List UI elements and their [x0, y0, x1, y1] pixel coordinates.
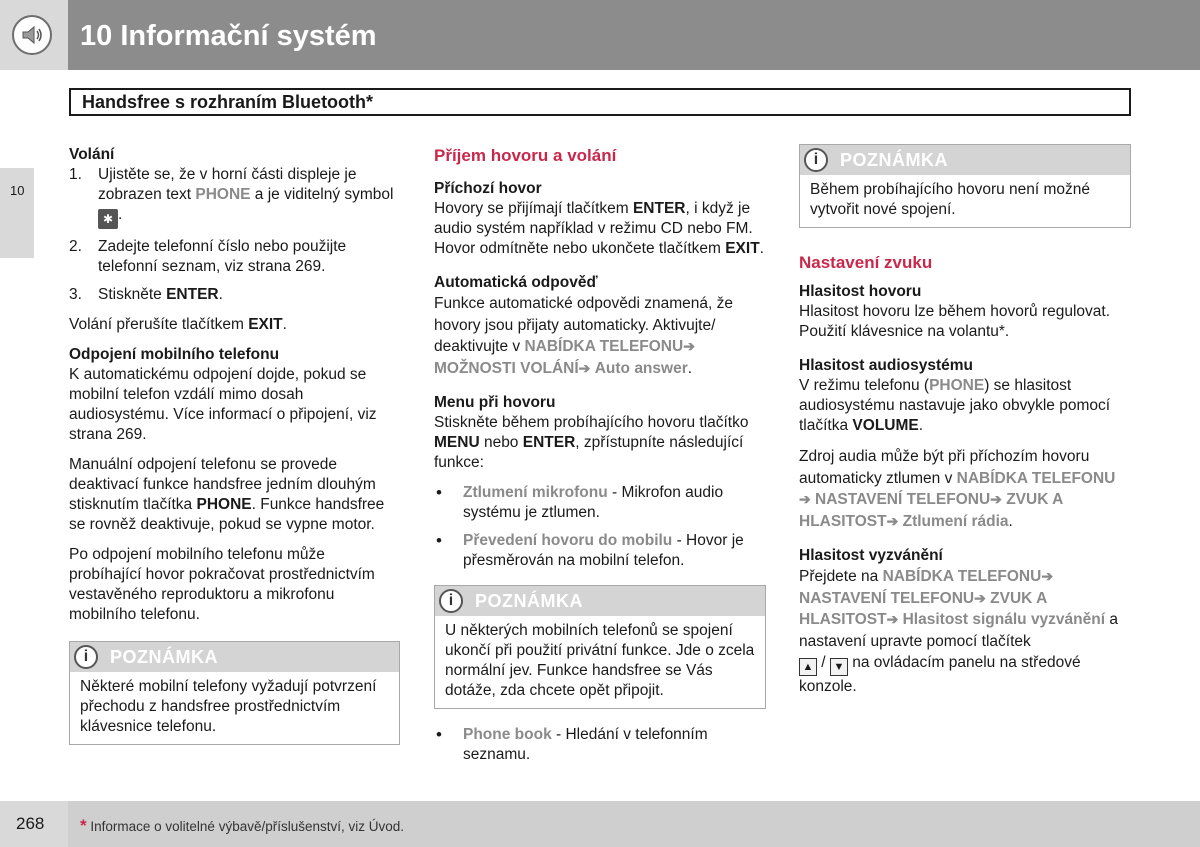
step-item: 3. Stiskněte ENTER. — [69, 286, 223, 303]
paragraph: Zdroj audia může být při příchozím hovoru automaticky ztlumen v NABÍDKA TELEFONU ➔ NASTAVENÍ TELEFONU➔ ZVUK A HLASITOST➔ Ztlumení rádia. — [799, 448, 1116, 530]
heading-incoming: Příchozí hovor — [434, 180, 542, 197]
list-item: • Phone book - Hledání v telefonním seznamu. — [434, 725, 766, 765]
paragraph: Manuální odpojení telefonu se provede deaktivací funkce handsfree jedním dlouhým stisknutím tlačítka PHONE. Funkce handsfree se rovněž deaktivuje, pokud se vypne motor. — [69, 456, 385, 533]
step-item: 1. Ujistěte se, že v horní části displeje je zobrazen text PHONE a je viditelný symbol ✱ . — [69, 165, 400, 229]
end-call-text: Volání přerušíte tlačítkem EXIT. — [69, 316, 287, 333]
chapter-title: 10 Informační systém — [80, 20, 377, 52]
paragraph: Stiskněte během probíhajícího hovoru tlačítko MENU nebo ENTER, zpřístupníte následující funkce: — [434, 414, 749, 471]
note-box — [799, 144, 1131, 228]
arrow-icon: ➔ — [886, 611, 899, 627]
arrow-icon: ➔ — [1041, 568, 1054, 584]
arrow-icon: ➔ — [799, 491, 811, 507]
info-icon: i — [439, 589, 463, 613]
paragraph: V režimu telefonu (PHONE) se hlasitost audiosystému nastavuje jako obvykle pomocí tlačítka VOLUME. — [799, 377, 1111, 434]
up-button-icon: ▲ — [799, 658, 817, 676]
footer-note: * Informace o volitelné výbavě/příslušenství, viz Úvod. — [80, 816, 405, 835]
heading-auto-answer: Automatická odpověď — [434, 274, 598, 291]
note-title: POZNÁMKA — [840, 150, 948, 170]
note-body: Během probíhajícího hovoru není možné vytvořit nové spojení. — [810, 181, 1091, 218]
heading-ring-volume: Hlasitost vyzvánění — [799, 547, 943, 564]
section-title: Handsfree s rozhraním Bluetooth* — [69, 88, 1131, 116]
down-button-icon: ▼ — [830, 658, 848, 676]
paragraph: Hovory se přijímají tlačítkem ENTER, i když je audio systém například v režimu CD nebo FM. Hovor odmítněte nebo ukončete tlačítkem EXIT. — [434, 200, 764, 257]
heading-audio-volume: Hlasitost audiosystému — [799, 357, 973, 374]
chapter-side-tab — [0, 168, 34, 258]
note-body: Některé mobilní telefony vyžadují potvrzení přechodu z handsfree prostřednictvím klávesnice telefonu. — [80, 678, 377, 735]
footer-left-block — [0, 801, 68, 847]
arrow-icon: ➔ — [974, 589, 986, 606]
step-item: 2. Zadejte telefonní číslo nebo použijte telefonní seznam, viz strana 269. — [69, 238, 347, 275]
list-item: • Převedení hovoru do mobilu - Hovor je přesměrován na mobilní telefon. — [434, 531, 766, 571]
info-icon: i — [804, 148, 828, 172]
column-1 — [69, 145, 400, 745]
page-number: 268 — [16, 814, 45, 833]
arrow-icon: ➔ — [683, 338, 695, 354]
call-menu-list-continued — [434, 725, 766, 765]
arrow-icon: ➔ — [990, 491, 1002, 507]
list-item: • Ztlumení mikrofonu - Mikrofon audio systému je ztlumen. — [434, 483, 766, 523]
note-body: U některých mobilních telefonů se spojení ukončí při použití privátní funkce. Jde o zcela normální jev. Funkce handsfree se Vás dotáže, zda chcete opět připojit. — [445, 622, 755, 699]
chapter-number: 10 — [10, 183, 25, 198]
calling-steps — [69, 165, 400, 305]
heading-call-volume: Hlasitost hovoru — [799, 283, 922, 300]
column-3 — [799, 144, 1131, 708]
note-box — [69, 641, 400, 745]
section-heading-sound: Nastavení zvuku — [799, 253, 933, 272]
note-title: POZNÁMKA — [110, 647, 218, 667]
paragraph: Po odpojení mobilního telefonu může probíhající hovor pokračovat prostřednictvím vestavěného reproduktoru a mikrofonu mobilního telefonu. — [69, 546, 375, 623]
section-heading-receive: Příjem hovoru a volání — [434, 146, 617, 165]
call-menu-list — [434, 483, 766, 571]
paragraph: Přejdete na NABÍDKA TELEFONU➔ NASTAVENÍ TELEFONU➔ ZVUK A HLASITOST➔ Hlasitost signálu vyzvánění a nastavení upravte pomocí tlačítek ▲ / ▼ na ovládacím panelu na středové konzole. — [799, 568, 1118, 695]
speaker-icon — [12, 15, 52, 55]
paragraph: K automatickému odpojení dojde, pokud se mobilní telefon vzdálí mimo dosah audiosystému. Více informací o připojení, viz strana 269. — [69, 366, 377, 443]
arrow-icon: ➔ — [886, 512, 899, 529]
heading-call-menu: Menu při hovoru — [434, 394, 556, 411]
info-icon: i — [74, 645, 98, 669]
paragraph: Funkce automatické odpovědi znamená, že hovory jsou přijaty automaticky. Aktivujte/ deaktivujte v NABÍDKA TELEFONU➔ MOŽNOSTI VOLÁNÍ➔ Auto answer. — [434, 295, 733, 377]
header-left-block — [0, 0, 68, 70]
heading-calling: Volání — [69, 146, 115, 163]
paragraph: Hlasitost hovoru lze během hovorů regulovat. Použití klávesnice na volantu*. — [799, 303, 1111, 340]
note-box — [434, 585, 766, 709]
bluetooth-icon: ✱ — [98, 209, 118, 229]
heading-disconnect: Odpojení mobilního telefonu — [69, 346, 280, 363]
key-phone: PHONE — [195, 186, 251, 203]
column-2 — [434, 145, 766, 773]
note-title: POZNÁMKA — [475, 591, 583, 611]
arrow-icon: ➔ — [578, 359, 591, 376]
